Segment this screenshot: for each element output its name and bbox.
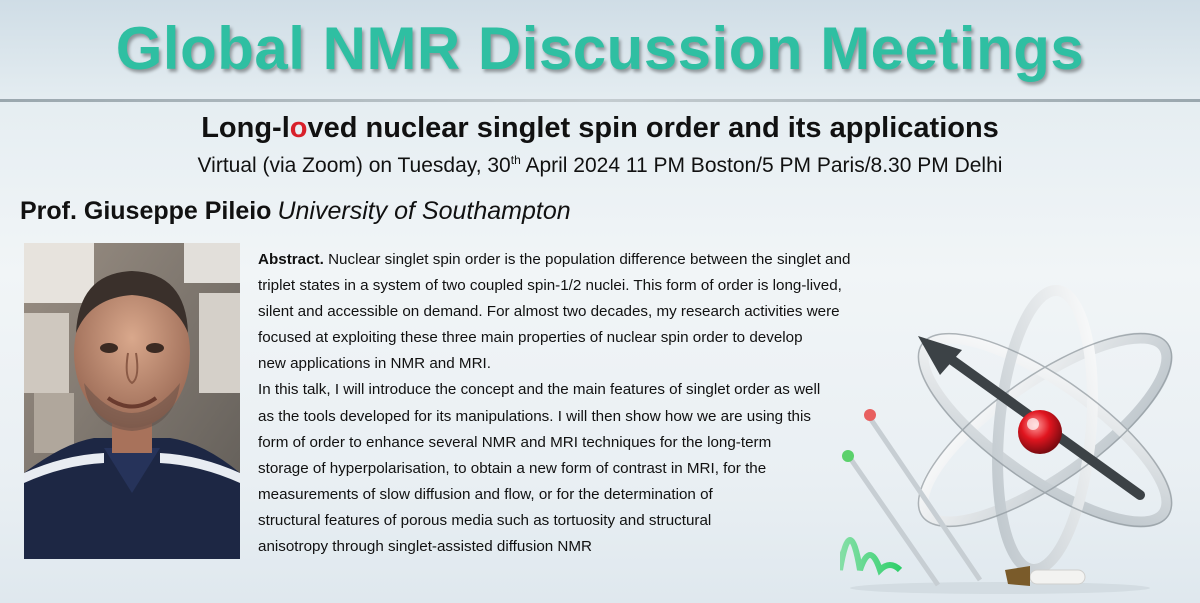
abstract-line: anisotropy through singlet-assisted diffusion NMR bbox=[258, 538, 593, 556]
abstract-line: storage of hyperpolarisation, to obtain a new form of contrast in MRI, for the bbox=[258, 459, 767, 477]
page-title: Global NMR Discussion Meetings bbox=[115, 15, 1085, 82]
speaker-name: Prof. Giuseppe Pileio bbox=[20, 197, 272, 225]
event-datetime bbox=[0, 153, 1200, 178]
abstract-line: new applications in NMR and MRI. bbox=[258, 355, 491, 373]
nucleus bbox=[1018, 410, 1062, 454]
abstract-line: as the tools developed for its manipulations. I will then show how we are using this bbox=[258, 407, 811, 425]
abstract-line: measurements of slow diffusion and flow, or for the determination of bbox=[258, 485, 713, 503]
datetime-suffix: April 2024 11 PM Boston/5 PM Paris/8.30 PM Delhi bbox=[520, 154, 1003, 177]
datetime-prefix: Virtual (via Zoom) on Tuesday, 30 bbox=[197, 154, 511, 177]
abstract-text bbox=[258, 247, 918, 560]
abstract-line: form of order to enhance several NMR and MRI techniques for the long-term bbox=[258, 433, 772, 451]
abstract-line: In this talk, I will introduce the concept and the main features of singlet order as well bbox=[258, 381, 821, 399]
abstract-line: triplet states in a system of two coupled spin-1/2 nuclei. This form of order is long-lived, bbox=[258, 277, 842, 295]
speaker-affiliation: University of Southampton bbox=[277, 197, 571, 225]
abstract-line-text: Nuclear singlet spin order is the population difference between the singlet and bbox=[323, 251, 851, 268]
header-divider bbox=[0, 99, 1200, 102]
talk-title-part-1: Long-l bbox=[201, 112, 290, 144]
abstract-line: silent and accessible on demand. For almost two decades, my research activities were bbox=[258, 303, 840, 321]
speaker-line bbox=[20, 197, 571, 226]
nmr-signal-wave bbox=[840, 530, 900, 580]
talk-title-highlight: o bbox=[289, 112, 308, 144]
abstract-label: Abstract. bbox=[258, 251, 324, 268]
abstract-line bbox=[258, 247, 918, 273]
talk-title bbox=[0, 112, 1200, 145]
abstract-line: focused at exploiting these three main properties of nuclear spin order to develop bbox=[258, 329, 803, 347]
speaker-photo bbox=[24, 243, 240, 559]
abstract-line: structural features of porous media such as tortuosity and structural bbox=[258, 511, 712, 529]
talk-title-part-2: ved nuclear singlet spin order and its applications bbox=[307, 112, 999, 144]
atom-illustration bbox=[840, 280, 1200, 595]
datetime-ordinal: th bbox=[510, 153, 521, 167]
